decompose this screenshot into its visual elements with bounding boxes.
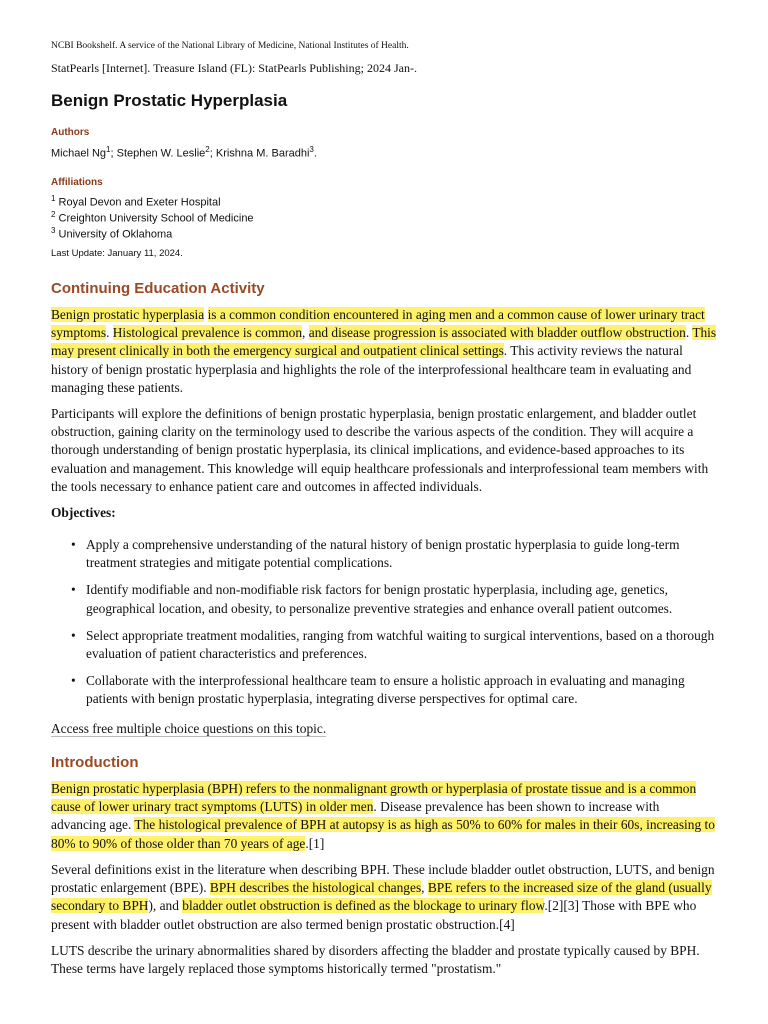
highlighted-text: and disease progression is associated with bladder outflow obstruction	[308, 325, 686, 341]
author-affiliation-number: 2	[205, 145, 210, 154]
list-item	[51, 672, 717, 708]
text-run: .	[106, 325, 113, 341]
bullet-icon: •	[71, 627, 76, 643]
highlighted-text: The histological prevalence of BPH at autopsy is as high as 50% to 60% for males in their 60s, increasing to 80% to 90% of those older than 70 years of age	[51, 817, 715, 851]
author-name[interactable]: Michael Ng	[51, 147, 107, 160]
author-name[interactable]: Stephen W. Leslie	[116, 147, 206, 160]
affiliations-label: Affiliations	[51, 177, 103, 188]
access-questions	[51, 720, 326, 738]
affiliation-name: University of Oklahoma	[58, 228, 173, 241]
affiliation-name: Royal Devon and Exeter Hospital	[58, 196, 221, 209]
activity-paragraph	[51, 306, 717, 397]
affiliation-name: Creighton University School of Medicine	[58, 212, 254, 225]
bullet-icon: •	[71, 537, 76, 552]
page-title: Benign Prostatic Hyperplasia	[51, 91, 288, 110]
participants-paragraph: Participants will explore the definitions of benign prostatic hyperplasia, benign prostatic enlargement, and bladder outlet obstruction, gaining clarity on the terminology used to describe the various aspects of the condition. They will acquire a thorough understanding of benign prostatic hyperplasia, its clinical implications, and evidence-based approaches to its evaluation and management. This knowledge will equip healthcare professionals and interprofessional team members with the tools necessary to enhance patient care and outcomes in affected individuals.	[51, 406, 709, 494]
text-run: ,	[302, 325, 309, 341]
highlighted-text: This may present clinically in both the emergency surgical and outpatient clinical settings	[51, 325, 717, 359]
text-run: .	[544, 898, 548, 914]
highlighted-text: bladder outlet obstruction is defined as the blockage to urinary flow	[182, 898, 545, 914]
section-heading-continuing-education: Continuing Education Activity	[51, 280, 265, 297]
affiliation-number: 2	[51, 210, 56, 219]
text-run: ,	[421, 880, 428, 896]
intro-paragraph-3: LUTS describe the urinary abnormalities shared by disorders affecting the bladder and prostate typically caused by BPH. These terms have largely replaced those symptoms historically termed "prostatism."	[51, 943, 700, 977]
text-run: . Disease prevalence has been shown to increase with advancing age.	[51, 799, 660, 833]
highlighted-text: is a common condition encountered in aging men and a common cause of lower urinary tract symptoms	[51, 307, 705, 341]
intro-paragraph-2	[51, 861, 717, 934]
list-item	[51, 627, 717, 663]
reference-link[interactable]: [1]	[308, 835, 325, 851]
authors-label: Authors	[51, 127, 90, 138]
author-separator: .	[313, 147, 317, 160]
affiliation-number: 3	[51, 226, 56, 235]
bullet-icon: •	[71, 673, 76, 689]
highlighted-text: Benign prostatic hyperplasia (BPH) refers to the nonmalignant growth or hyperplasia of prostate tissue and is a common cause of lower urinary tract symptoms (LUTS) in older men	[51, 781, 697, 815]
bullet-icon: •	[71, 582, 76, 598]
reference-link[interactable]: [2]	[547, 898, 564, 914]
highlighted-text: BPH describes the histological changes	[209, 880, 422, 896]
reference-link[interactable]: [3]	[563, 898, 579, 914]
objective-text: Identify modifiable and non-modifiable risk factors for benign prostatic hyperplasia, including age, genetics, geographical location, and obesity, to personalize preventive strategies and enhance overall patient outcomes.	[86, 582, 673, 616]
text-run: .	[305, 835, 309, 851]
text-run: ), and	[148, 898, 183, 914]
affiliation-number: 1	[51, 194, 56, 203]
affiliation-item	[51, 194, 221, 209]
author-name[interactable]: Krishna M. Baradhi	[215, 147, 310, 160]
objective-text: Collaborate with the interprofessional healthcare team to ensure a holistic approach in evaluating and managing patients with benign prostatic hyperplasia, integrating diverse perspectives for optimal care.	[86, 673, 685, 707]
authors-list	[51, 145, 317, 160]
text-run: Several definitions exist in the literature when describing BPH. These include bladder outlet obstruction, LUTS, and benign prostatic enlargement (BPE).	[51, 862, 715, 896]
section-heading-introduction: Introduction	[51, 754, 139, 771]
objectives-list	[51, 536, 717, 718]
objective-text: Apply a comprehensive understanding of the natural history of benign prostatic hyperplasia to guide long-term treatment strategies and mitigate potential complications.	[86, 537, 680, 571]
last-update: Last Update: January 11, 2024.	[51, 248, 183, 259]
text-run: . This activity reviews the natural history of benign prostatic hyperplasia and highlights the role of the interprofessional healthcare team in evaluating and managing these patients.	[51, 343, 692, 395]
highlighted-text: Histological prevalence is common	[112, 325, 303, 341]
author-separator: ;	[209, 147, 216, 160]
citation-line: StatPearls [Internet]. Treasure Island (FL): StatPearls Publishing; 2024 Jan-.	[51, 61, 417, 75]
intro-paragraph-1	[51, 780, 717, 853]
reference-link[interactable]: [4]	[499, 916, 515, 932]
highlighted-text: BPE refers to the increased size of the gland (usually secondary to BPH	[51, 880, 712, 914]
objectives-heading: Objectives:	[51, 505, 116, 520]
objective-text: Select appropriate treatment modalities, ranging from watchful waiting to surgical interventions, based on a thorough evaluation of patient characteristics and preferences.	[86, 627, 715, 662]
affiliation-item	[51, 210, 254, 225]
affiliation-item	[51, 226, 172, 241]
author-affiliation-number: 3	[309, 145, 314, 154]
highlighted-text: Benign prostatic hyperplasia	[51, 307, 205, 322]
access-questions-link[interactable]: Access free multiple choice questions on this topic.	[51, 721, 327, 736]
list-item	[51, 581, 717, 617]
text-run: Those with BPE who present with bladder outlet obstruction are also termed benign prostatic obstruction.	[51, 898, 697, 932]
ncbi-service-line: NCBI Bookshelf. A service of the National Library of Medicine, National Institutes of Health.	[51, 41, 409, 51]
text-run: .	[685, 325, 693, 341]
author-affiliation-number: 1	[106, 145, 111, 154]
author-separator: ;	[110, 147, 117, 160]
list-item	[51, 536, 717, 572]
